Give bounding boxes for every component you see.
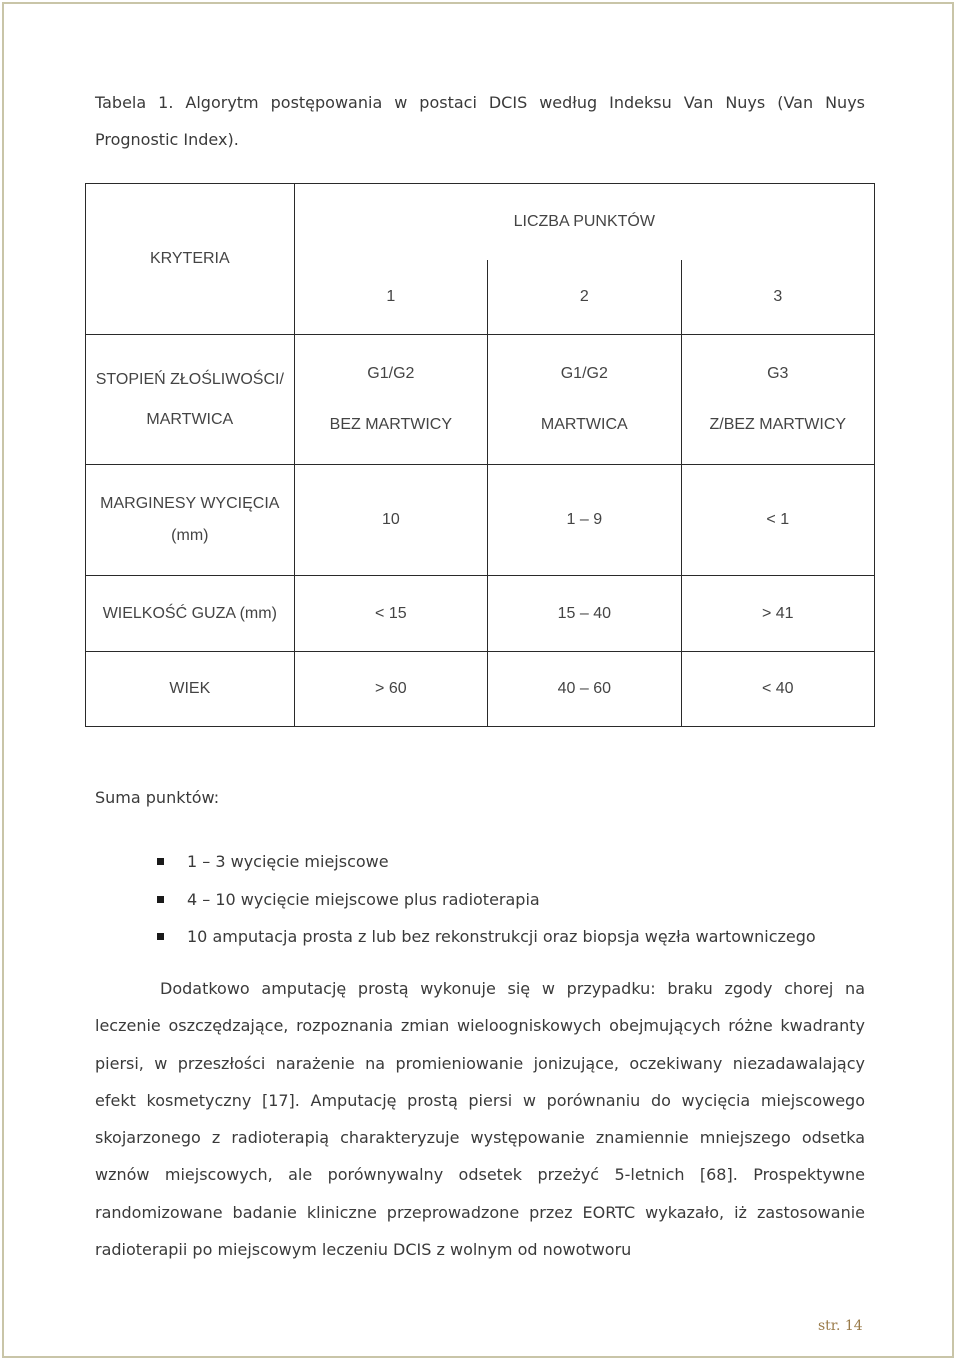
criterion-cell: WIEK bbox=[86, 652, 295, 727]
criterion-cell bbox=[86, 335, 295, 465]
criterion-cell bbox=[86, 465, 295, 576]
list-item bbox=[152, 881, 816, 919]
sum-label: Suma punktów: bbox=[95, 788, 220, 807]
points-col-2: 2 bbox=[488, 260, 681, 335]
value-line: G3 bbox=[767, 365, 789, 382]
scoring-list bbox=[152, 843, 816, 956]
criterion-line: MARGINESY WYCIĘCIA bbox=[100, 495, 280, 512]
list-item-text: 1 – 3 wycięcie miejscowe bbox=[187, 852, 389, 871]
criterion-line: STOPIEŃ ZŁOŚLIWOŚCI/ bbox=[95, 370, 284, 388]
value-cell: < 1 bbox=[681, 465, 874, 576]
table-row bbox=[86, 576, 875, 652]
square-bullet-icon bbox=[157, 896, 164, 903]
value-cell bbox=[681, 335, 874, 465]
value-cell: > 60 bbox=[294, 652, 487, 727]
criterion-line: (mm) bbox=[171, 527, 209, 544]
body-paragraph: Dodatkowo amputację prostą wykonuje się w przypadku: braku zgody chorej na leczenie oszczędzające, rozpoznania zmian wieloogniskowych obejmujących różne kwadranty piersi, w przeszłości narażenie na promieniowanie jonizujące, oczekiwany niezadawalający efekt kosmetyczny [17]. Amputację prostą piersi w porównaniu do wycięcia miejscowego skojarzonego z radioterapią charakteryzuje występowanie znamiennie mniejszego odsetka wznów miejscowych, ale porównywalny odsetek przeżyć 5-letnich [68]. Prospektywne randomizowane badanie kliniczne przeprowadzone przez EORTC wykazało, iż zastosowanie radioterapii po miejscowym leczeniu DCIS z wolnym od nowotworu bbox=[95, 979, 865, 1260]
value-line: MARTWICA bbox=[540, 416, 628, 433]
square-bullet-icon bbox=[157, 933, 164, 940]
page-number: str. 14 bbox=[818, 1318, 863, 1334]
value-cell bbox=[488, 335, 681, 465]
value-cell bbox=[294, 335, 487, 465]
value-cell: < 40 bbox=[681, 652, 874, 727]
value-cell: 1 – 9 bbox=[488, 465, 681, 576]
list-item-text: 10 amputacja prosta z lub bez rekonstrukcji oraz biopsja węzła wartowniczego bbox=[187, 927, 816, 946]
table-caption: Tabela 1. Algorytm postępowania w postaci DCIS według Indeksu Van Nuys (Van Nuys Prognostic Index). bbox=[95, 93, 865, 149]
square-bullet-icon bbox=[157, 858, 164, 865]
list-item-text: 4 – 10 wycięcie miejscowe plus radioterapia bbox=[187, 889, 540, 909]
value-line: Z/BEZ MARTWICY bbox=[709, 416, 847, 433]
table-row bbox=[86, 652, 875, 727]
points-col-3: 3 bbox=[681, 260, 874, 335]
value-cell: 15 – 40 bbox=[488, 576, 681, 652]
value-cell: 40 – 60 bbox=[488, 652, 681, 727]
van-nuys-table bbox=[85, 183, 875, 727]
list-item bbox=[152, 843, 816, 881]
points-header: LICZBA PUNKTÓW bbox=[294, 184, 874, 260]
table-row bbox=[86, 335, 875, 465]
value-cell: < 15 bbox=[294, 576, 487, 652]
criteria-header: KRYTERIA bbox=[86, 184, 295, 335]
value-cell: > 41 bbox=[681, 576, 874, 652]
criterion-line: MARTWICA bbox=[146, 410, 234, 428]
value-line: G1/G2 bbox=[560, 365, 608, 382]
value-line: BEZ MARTWICY bbox=[329, 416, 453, 433]
criterion-cell: WIELKOŚĆ GUZA (mm) bbox=[86, 576, 295, 652]
value-cell: 10 bbox=[294, 465, 487, 576]
points-col-1: 1 bbox=[294, 260, 487, 335]
value-line: G1/G2 bbox=[367, 365, 415, 382]
table-row bbox=[86, 465, 875, 576]
list-item bbox=[152, 918, 816, 956]
van-nuys-table-container bbox=[85, 183, 875, 727]
